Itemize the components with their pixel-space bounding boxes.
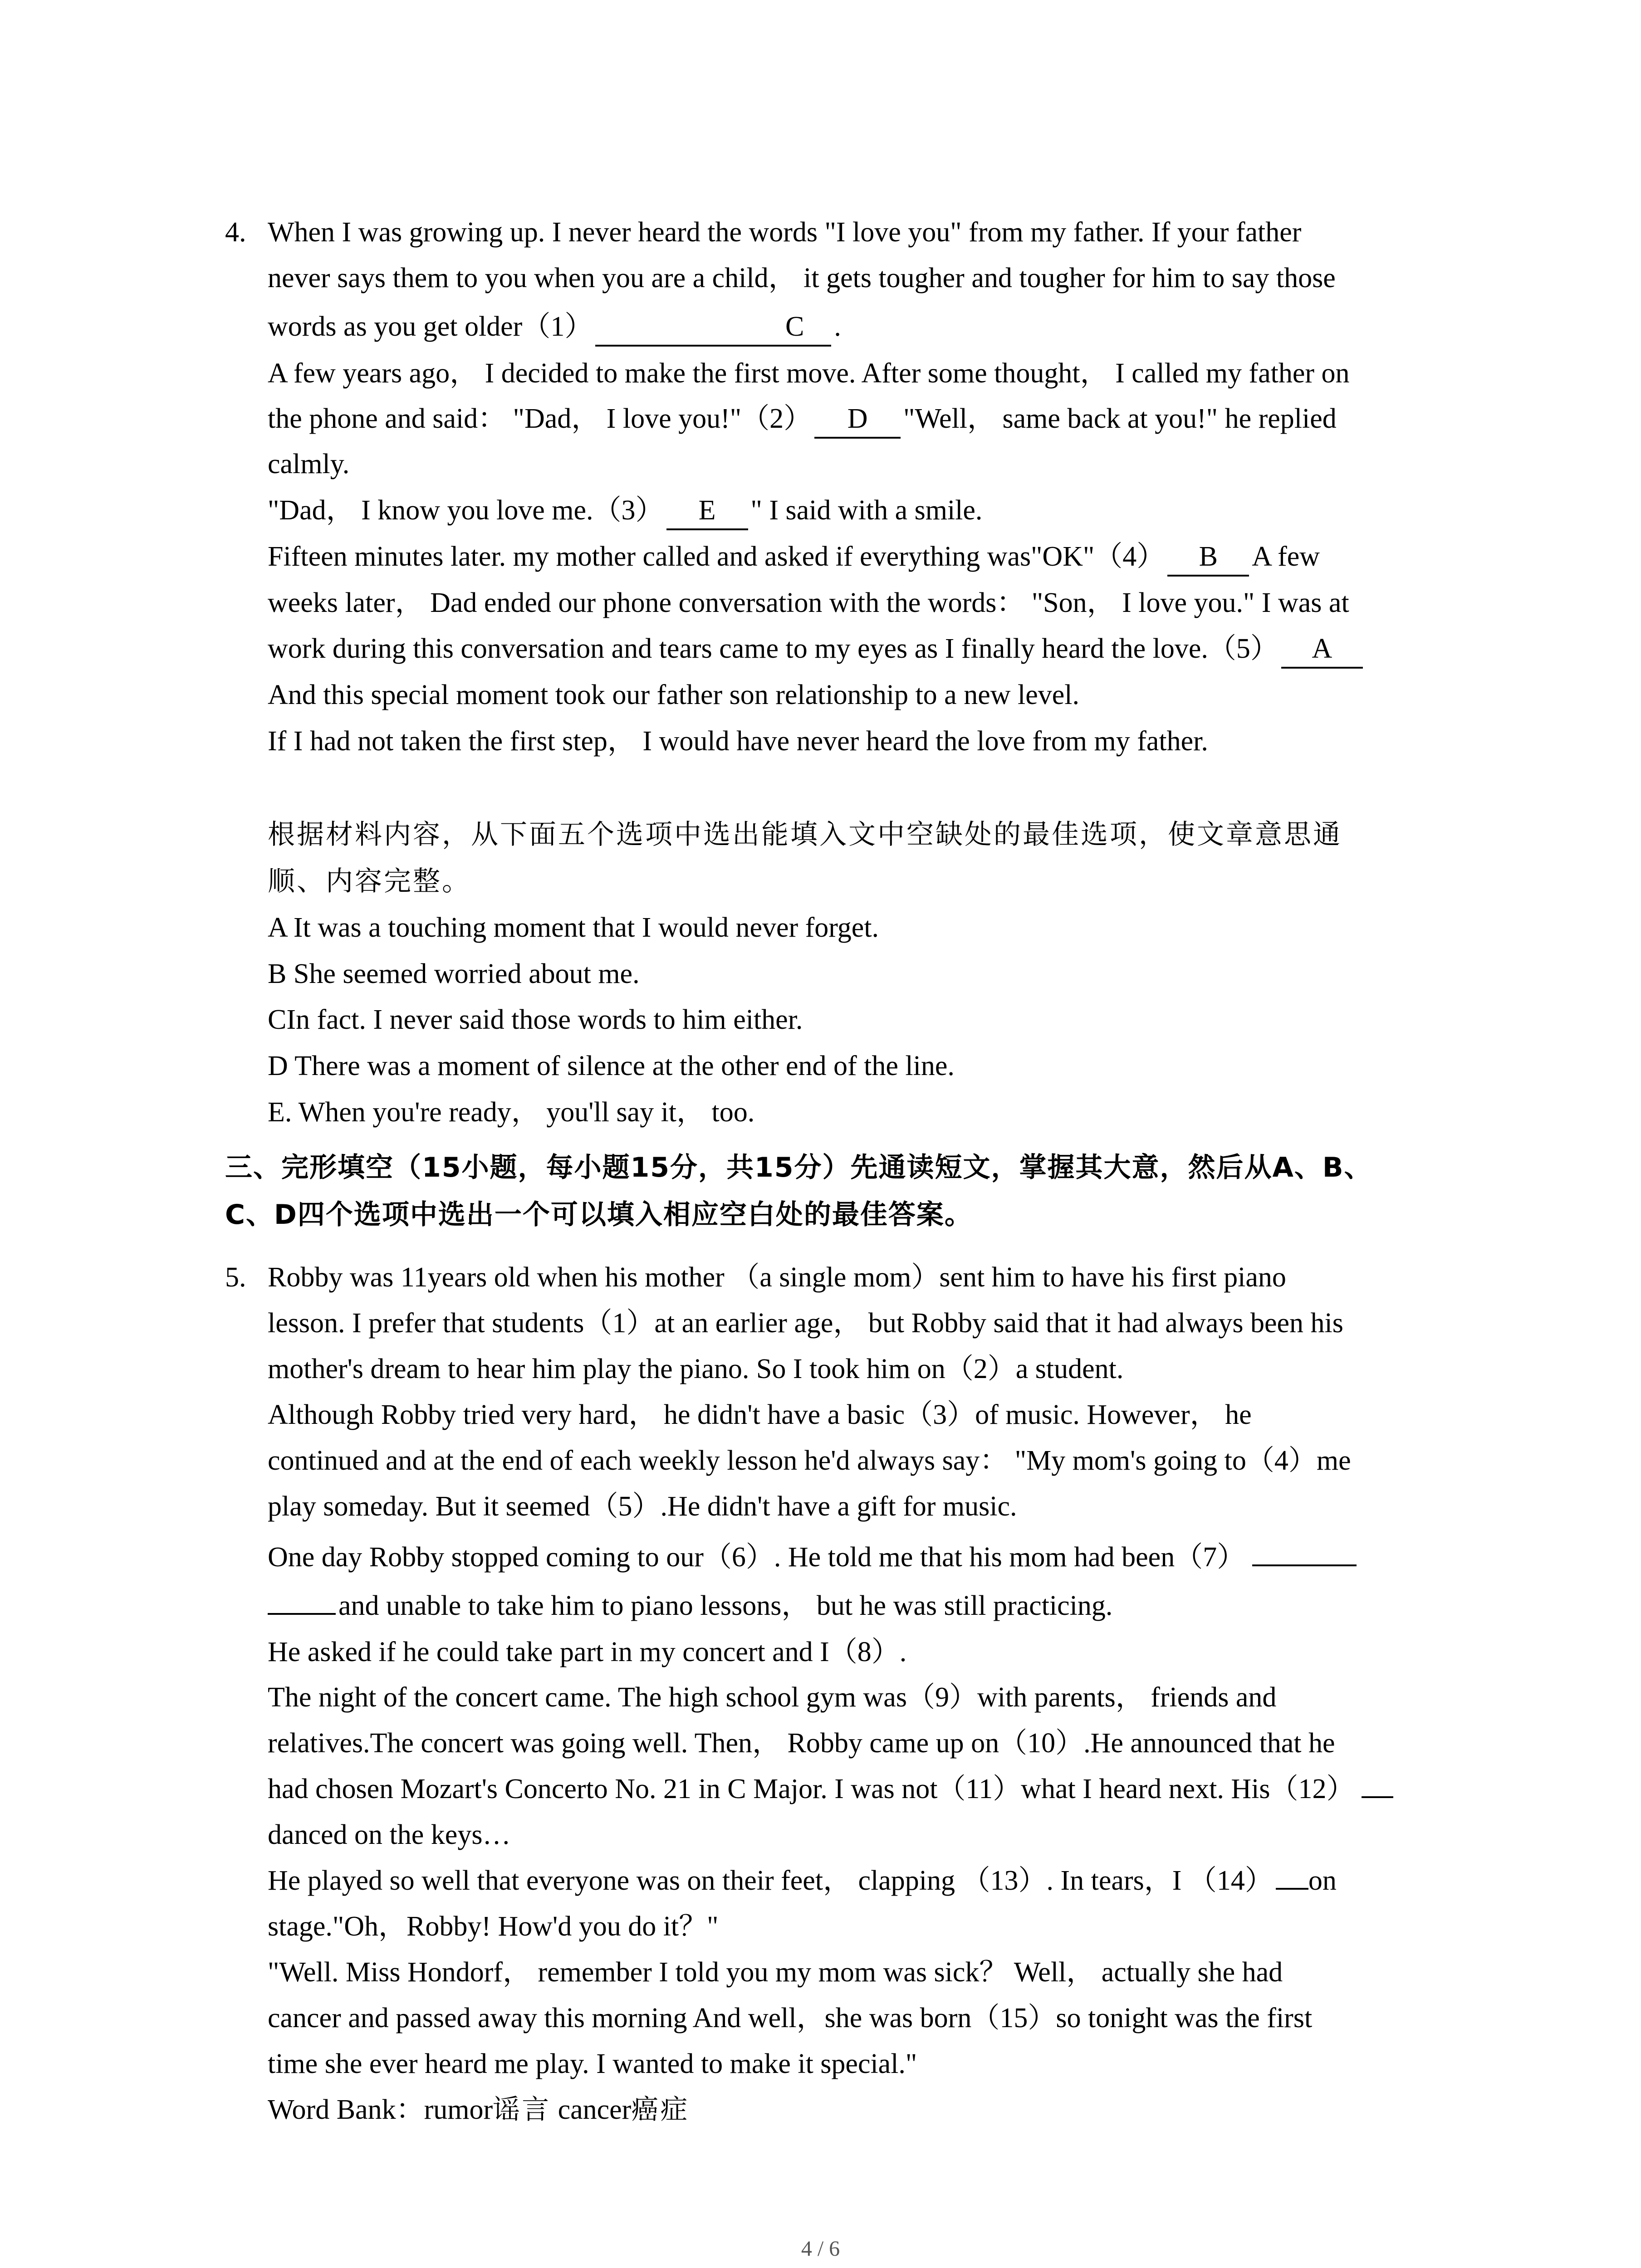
passage-line: calmly. xyxy=(268,449,350,479)
passage-line xyxy=(268,1535,1357,1580)
passage-text: He played so well that everyone was on their feet， clapping （13）. In tears，I （14） xyxy=(268,1865,1273,1896)
page-number: 4 / 6 xyxy=(801,2237,840,2261)
question-number: 5. xyxy=(225,1262,246,1293)
passage-text: had chosen Mozart's Concerto No. 21 in C Major. I was not（11）what I heard next. His（12） xyxy=(268,1774,1355,1804)
passage-line: time she ever heard me play. I wanted to make it special." xyxy=(268,2048,917,2079)
passage-text: "Well， same back at you!" he replied xyxy=(903,403,1337,434)
answer-letter: B xyxy=(1199,541,1218,572)
passage-line: Robby was 11years old when his mother （a single mom）sent him to have his first piano xyxy=(268,1262,1286,1293)
passage-text: "Dad， I know you love me.（3） xyxy=(268,495,664,526)
option-d: D There was a moment of silence at the other end of the line. xyxy=(268,1051,955,1081)
passage-text: Fifteen minutes later. my mother called and asked if everything was"OK"（4） xyxy=(268,541,1165,572)
instruction-text: 顺、内容完整。 xyxy=(268,865,471,897)
passage-line: He asked if he could take part in my concert and I（8）. xyxy=(268,1637,907,1667)
option-a: A It was a touching moment that I would never forget. xyxy=(268,912,879,943)
answer-blank xyxy=(1167,538,1249,577)
passage-line: relatives.The concert was going well. Then， Robby came up on（10）.He announced that he xyxy=(268,1728,1335,1759)
passage-line xyxy=(268,1766,1393,1812)
passage-text: work during this conversation and tears came to my eyes as I finally heard the love.（5） xyxy=(268,633,1279,664)
passage-line: danced on the keys… xyxy=(268,1819,511,1850)
word-bank-label: Word Bank：rumor xyxy=(268,2094,493,2125)
passage-line xyxy=(268,1583,1112,1628)
passage-line xyxy=(268,626,1366,671)
answer-blank xyxy=(1276,1860,1308,1890)
answer-letter: A xyxy=(1312,633,1332,664)
passage-line: And this special moment took our father son relationship to a new level. xyxy=(268,679,1079,710)
passage-text: words as you get older（1） xyxy=(268,311,593,342)
word-bank-translation: 谣言 xyxy=(493,2094,551,2126)
word-bank-term: cancer xyxy=(558,2094,632,2125)
passage-line: weeks later， Dad ended our phone conversation with the words： "Son， I love you." I was at xyxy=(268,587,1349,618)
passage-line xyxy=(268,304,841,349)
passage-text: One day Robby stopped coming to our（6）. He told me that his mom had been（7） xyxy=(268,1542,1245,1573)
passage-line xyxy=(268,488,982,533)
passage-line: continued and at the end of each weekly lesson he'd always say： "My mom's going to（4）me xyxy=(268,1445,1351,1476)
answer-blank xyxy=(814,401,901,439)
section-heading: 三、完形填空（15小题，每小题15分，共15分）先通读短文，掌握其大意，然后从A、B、 xyxy=(225,1152,1372,1183)
answer-blank xyxy=(1281,631,1363,669)
passage-line: lesson. I prefer that students（1）at an earlier age， but Robby said that it had always been his xyxy=(268,1308,1343,1339)
option-c: CIn fact. I never said those words to him either. xyxy=(268,1004,803,1035)
answer-letter: C xyxy=(785,311,804,342)
passage-line xyxy=(268,1858,1337,1903)
answer-blank xyxy=(1252,1536,1357,1566)
passage-line: "Well. Miss Hondorf， remember I told you my mom was sick？ Well， actually she had xyxy=(268,1957,1283,1988)
answer-blank xyxy=(595,308,831,347)
passage-line xyxy=(268,396,1337,441)
option-e: E. When you're ready， you'll say it， too. xyxy=(268,1097,755,1128)
passage-line: cancer and passed away this morning And well，she was born（15）so tonight was the first xyxy=(268,2003,1313,2033)
passage-text: A few xyxy=(1252,541,1320,572)
answer-letter: E xyxy=(698,495,716,526)
answer-blank xyxy=(268,1585,336,1615)
passage-line: Although Robby tried very hard， he didn't have a basic（3）of music. However， he xyxy=(268,1399,1252,1430)
word-bank xyxy=(268,2087,689,2132)
question-number: 4. xyxy=(225,217,246,248)
passage-line: never says them to you when you are a child， it gets tougher and tougher for him to say those xyxy=(268,263,1336,293)
passage-text: " I said with a smile. xyxy=(750,495,983,526)
answer-letter: D xyxy=(847,403,868,434)
passage-line xyxy=(268,534,1320,579)
passage-text: and unable to take him to piano lessons， but he was still practicing. xyxy=(338,1590,1113,1621)
answer-blank xyxy=(666,492,748,530)
passage-text: the phone and said： "Dad， I love you!"（2） xyxy=(268,403,812,434)
section-heading: C、D四个选项中选出一个可以填入相应空白处的最佳答案。 xyxy=(225,1199,973,1231)
passage-line: When I was growing up. I never heard the words "I love you" from my father. If your father xyxy=(268,217,1302,248)
passage-line: The night of the concert came. The high school gym was（9）with parents， friends and xyxy=(268,1682,1277,1713)
instruction-text: 根据材料内容，从下面五个选项中选出能填入文中空缺处的最佳选项，使文章意思通 xyxy=(268,819,1342,850)
passage-line: stage."Oh，Robby! How'd you do it？" xyxy=(268,1911,719,1942)
passage-text: on xyxy=(1308,1865,1337,1896)
passage-line: play someday. But it seemed（5）.He didn't have a gift for music. xyxy=(268,1491,1017,1522)
passage-line: If I had not taken the first step， I would have never heard the love from my father. xyxy=(268,726,1208,757)
passage-line: A few years ago， I decided to make the first move. After some thought， I called my father on xyxy=(268,358,1350,389)
option-b: B She seemed worried about me. xyxy=(268,958,640,989)
punctuation: . xyxy=(834,311,841,342)
word-bank-translation: 癌症 xyxy=(631,2094,690,2126)
passage-line: mother's dream to hear him play the piano. So I took him on（2）a student. xyxy=(268,1354,1124,1384)
answer-blank xyxy=(1362,1768,1393,1798)
